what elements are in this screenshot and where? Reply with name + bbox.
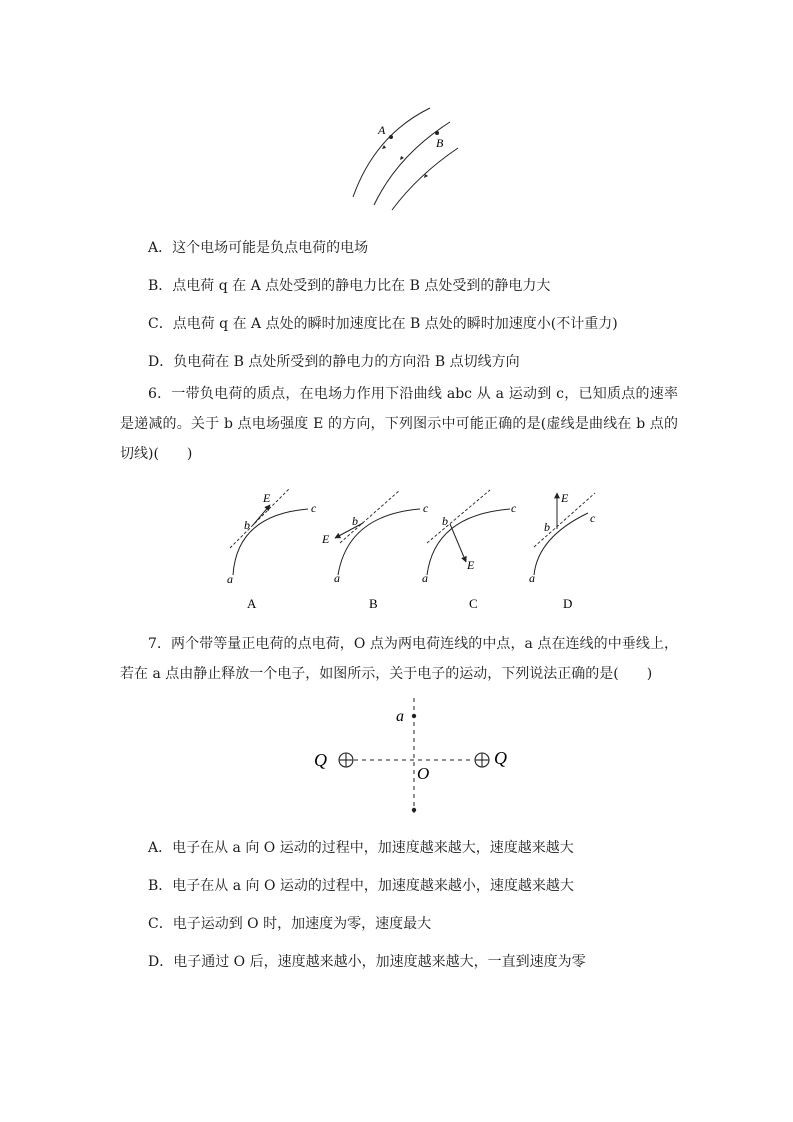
q5-option-d: D．负电荷在 B 点处所受到的静电力的方向沿 B 点切线方向 <box>148 354 520 370</box>
point-a <box>412 714 416 718</box>
q6c-field: E <box>467 558 475 572</box>
q6-caption-d: D <box>563 596 573 611</box>
label-a: a <box>396 708 404 725</box>
q6b-point-a: a <box>334 571 340 585</box>
q6-stem: 6．一带负电荷的质点，在电场力作用下沿曲线 abc 从 a 运动到 c，已知质点的速率是递减的。关于 b 点电场强度 E 的方向，下列图示中可能正确的是(虚线是曲线在 b 点的切线)( ) <box>120 386 678 462</box>
point-bottom <box>412 808 416 812</box>
q6a-field: E <box>263 491 271 505</box>
label-Q-right: Q <box>494 748 507 768</box>
point-B <box>435 131 439 135</box>
q7-option-d: D．电子通过 O 后，速度越来越小，加速度越来越大，一直到速度为零 <box>148 954 586 970</box>
q6a-point-a: a <box>227 572 233 586</box>
point-A <box>389 135 393 139</box>
q6c-point-b: b <box>442 514 448 528</box>
charge-left <box>339 753 353 767</box>
q6b-point-b: b <box>352 514 358 528</box>
q7-stem: 7．两个带等量正电荷的点电荷，O 点为两电荷连线的中点，a 点在连线的中垂线上，若在 a 点由静止释放一个电子，如图所示，关于电子的运动，下列说法正确的是( ) <box>120 636 678 682</box>
charge-right <box>475 753 489 767</box>
q7-option-b: B．电子在从 a 向 O 运动的过程中，加速度越来越小，速度越来越大 <box>148 878 574 894</box>
q6d-point-a: a <box>529 571 535 585</box>
q5-option-b: B．点电荷 q 在 A 点处受到的静电力比在 B 点处受到的静电力大 <box>148 278 551 294</box>
q6c-point-a: a <box>422 571 428 585</box>
q7-figure <box>300 698 520 820</box>
q7-option-a: A．电子在从 a 向 O 运动的过程中，加速度越来越大，速度越来越大 <box>148 840 574 856</box>
q6d-field: E <box>561 491 569 505</box>
q6-panel-c <box>422 490 517 585</box>
label-Q-left: Q <box>314 750 327 770</box>
q6-caption-a: A <box>247 596 257 611</box>
q5-field-line-figure <box>340 100 460 215</box>
q5-option-c: C．点电荷 q 在 A 点处的瞬时加速度比在 B 点处的瞬时加速度小(不计重力) <box>148 316 618 332</box>
q6-panel-a <box>227 488 317 586</box>
q6-panel-b <box>321 490 429 585</box>
label-O: O <box>417 764 430 783</box>
q5-option-a: A．这个电场可能是负点电荷的电场 <box>148 240 369 256</box>
field-line-2 <box>374 122 450 205</box>
q6-figure <box>220 485 610 615</box>
q6c-point-c: c <box>511 501 517 515</box>
q6a-point-c: c <box>311 501 317 515</box>
q6d-point-c: c <box>590 511 596 525</box>
field-line-1 <box>353 108 430 197</box>
q6b-point-c: c <box>423 501 429 515</box>
label-B: B <box>436 136 444 150</box>
q6-caption-b: B <box>369 596 378 611</box>
q6d-point-b: b <box>544 520 550 534</box>
q6-caption-c: C <box>469 596 478 611</box>
q7-option-c: C．电子运动到 O 时，加速度为零，速度最大 <box>148 916 432 932</box>
q6b-field: E <box>322 532 330 546</box>
label-A: A <box>378 123 386 137</box>
q6-panel-d <box>529 491 596 585</box>
arrow-1 <box>382 145 386 149</box>
q6a-point-b: b <box>244 518 250 532</box>
arrow-2 <box>400 156 404 160</box>
